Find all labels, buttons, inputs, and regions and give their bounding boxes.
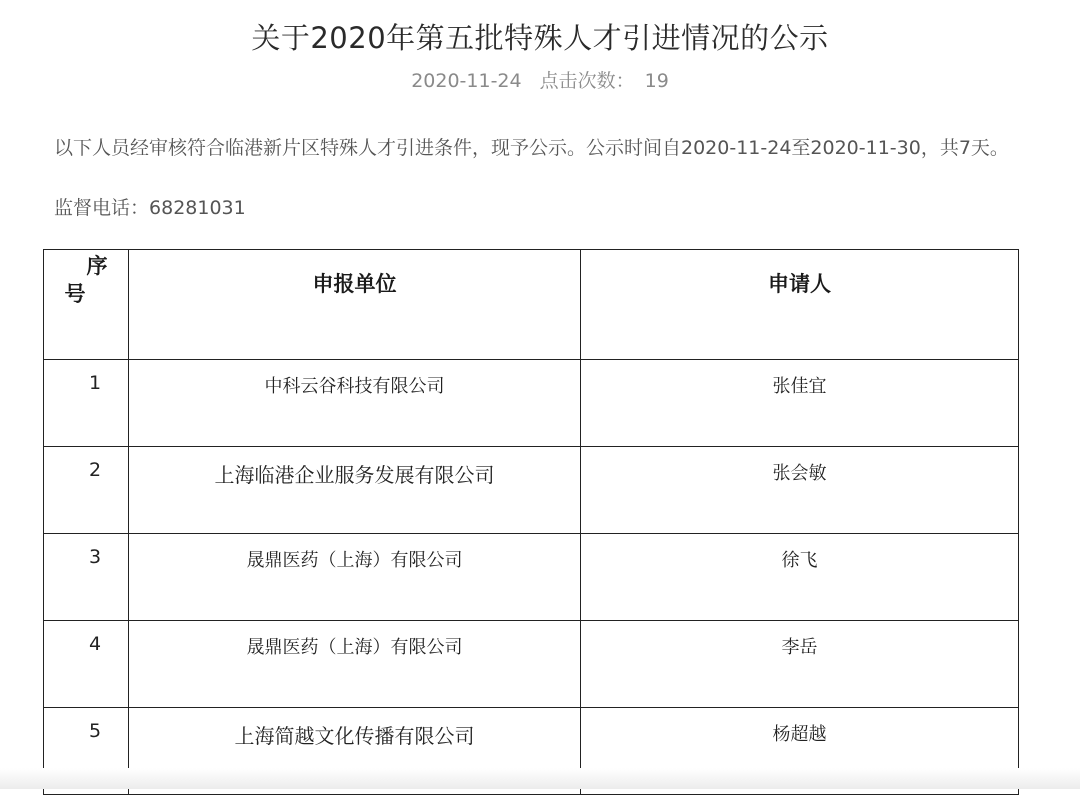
row-number: 1 — [44, 360, 129, 447]
row-number: 2 — [44, 447, 129, 534]
header-serial-line1: 序 — [86, 254, 108, 278]
article-meta — [0, 66, 1080, 96]
row-unit: 上海简越文化传播有限公司 — [129, 708, 581, 795]
row-applicant: 张会敏 — [581, 447, 1019, 534]
row-applicant: 张佳宜 — [581, 360, 1019, 447]
row-number: 4 — [44, 621, 129, 708]
row-applicant: 杨超越 — [581, 708, 1019, 795]
row-unit: 晟鼎医药（上海）有限公司 — [129, 534, 581, 621]
table-row — [44, 447, 1019, 534]
views-label: 点击次数： — [539, 70, 635, 92]
table-row — [44, 621, 1019, 708]
bottom-shadow — [0, 768, 1080, 789]
row-unit: 中科云谷科技有限公司 — [129, 360, 581, 447]
row-number: 5 — [44, 708, 129, 795]
phone-number: 68281031 — [149, 197, 246, 219]
header-serial-number — [44, 250, 129, 360]
views-count: 19 — [644, 70, 669, 92]
table-row — [44, 360, 1019, 447]
page-title: 关于2020年第五批特殊人才引进情况的公示 — [251, 21, 829, 55]
table-row — [44, 534, 1019, 621]
talent-table — [43, 249, 1019, 795]
row-unit: 上海临港企业服务发展有限公司 — [129, 447, 581, 534]
phone-label: 监督电话： — [54, 197, 150, 219]
supervision-phone — [54, 192, 246, 224]
header-applicant: 申请人 — [581, 250, 1019, 360]
row-number: 3 — [44, 534, 129, 621]
header-serial-line2: 号 — [64, 282, 86, 306]
row-unit: 晟鼎医药（上海）有限公司 — [129, 621, 581, 708]
publish-date: 2020-11-24 — [411, 70, 522, 92]
row-applicant: 李岳 — [581, 621, 1019, 708]
row-applicant: 徐飞 — [581, 534, 1019, 621]
header-unit: 申报单位 — [129, 250, 581, 360]
table-header-row — [44, 250, 1019, 360]
intro-paragraph: 以下人员经审核符合临港新片区特殊人才引进条件，现予公示。公示时间自2020-11-24至2020-11-30，共7天。 — [54, 137, 1009, 159]
